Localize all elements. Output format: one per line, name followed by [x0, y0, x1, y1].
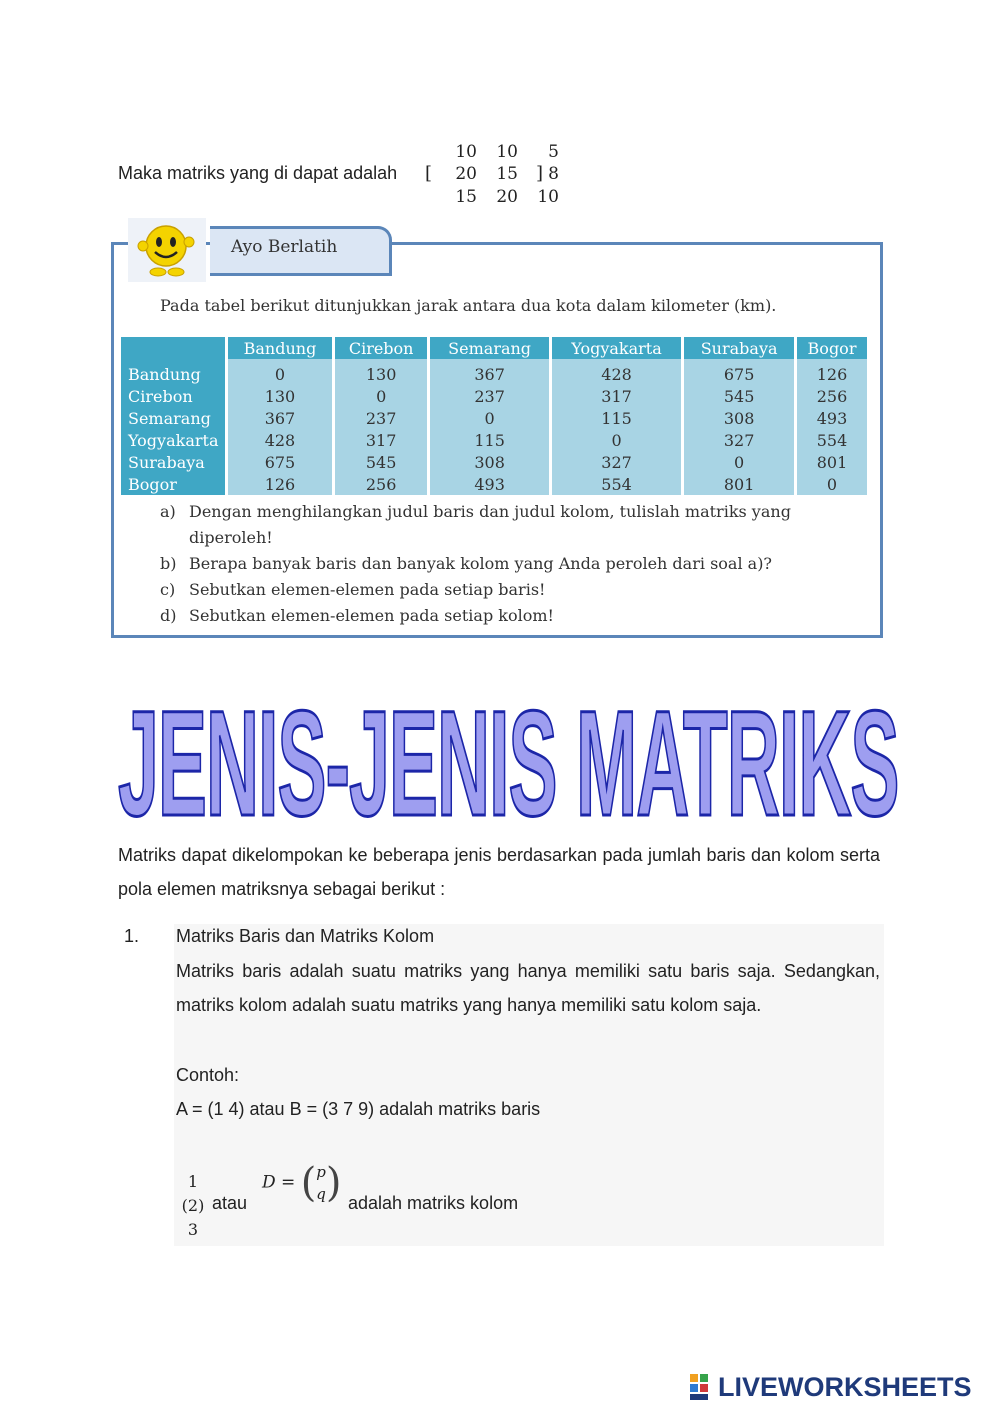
table-cell: 0 [552, 429, 681, 451]
question-a: a) Dengan menghilangkan judul baris dan judul kolom, tulislah matriks yang [160, 502, 791, 521]
example-col-suffix: adalah matriks kolom [348, 1193, 519, 1213]
table-cell: 0 [228, 363, 332, 385]
matrix-row-2: 20 15 8 [455, 164, 559, 184]
table-row [121, 363, 867, 385]
atau-text: atau [212, 1193, 248, 1213]
matrix-open-bracket: [ [425, 163, 433, 184]
table-cell: 675 [684, 363, 794, 385]
section-gutter [140, 954, 174, 1246]
page-title: JENIS-JENIS MATRIKS [118, 679, 899, 847]
question-b: b) Berapa banyak baris dan banyak kolom yang Anda peroleh dari soal a)? [160, 554, 773, 573]
table-cell: 256 [797, 385, 867, 407]
table-row-header: Bandung [121, 363, 225, 385]
table-row [121, 473, 867, 495]
table-row [121, 451, 867, 473]
table-cell: 327 [684, 429, 794, 451]
table-cell: 130 [228, 385, 332, 407]
matrix-d-expression: D = (p q) [262, 1160, 342, 1206]
table-row-header: Yogyakarta [121, 429, 225, 451]
table-cell: 0 [430, 407, 548, 429]
table-cell: 130 [335, 363, 427, 385]
column-vector: 1 (2) 3 [181, 1172, 205, 1239]
example-label: Contoh: [176, 1065, 240, 1085]
table-cell: 327 [552, 451, 681, 473]
table-cell: 675 [228, 451, 332, 473]
table-cell: 0 [684, 451, 794, 473]
exercise-intro: Pada tabel berikut ditunjukkan jarak antara dua kota dalam kilometer (km). [160, 296, 777, 315]
table-cell: 545 [335, 451, 427, 473]
table-row-header: Bogor [121, 473, 225, 495]
liveworksheets-logo: LIVEWORKSHEETS [718, 1372, 972, 1402]
question-c: c) Sebutkan elemen-elemen pada setiap baris! [160, 580, 546, 599]
exercise-header: Ayo Berlatih [231, 237, 338, 257]
table-cell: 115 [552, 407, 681, 429]
table-header-row [121, 337, 867, 359]
table-cell: 237 [335, 407, 427, 429]
smiley-icon [128, 218, 206, 282]
question-a-line2: diperoleh! [189, 528, 273, 547]
table-row-header: Semarang [121, 407, 225, 429]
table-cell: 554 [797, 429, 867, 451]
table-row-header: Surabaya [121, 451, 225, 473]
distance-table [118, 337, 870, 495]
table-col-header: Cirebon [335, 337, 427, 359]
table-cell: 256 [335, 473, 427, 495]
table-col-header: Yogyakarta [552, 337, 681, 359]
table-cell: 308 [684, 407, 794, 429]
table-cell: 126 [797, 363, 867, 385]
table-cell: 367 [430, 363, 548, 385]
table-cell: 554 [552, 473, 681, 495]
table-cell: 317 [552, 385, 681, 407]
table-cell: 126 [228, 473, 332, 495]
liveworksheets-icon [690, 1374, 718, 1400]
table-cell: 0 [335, 385, 427, 407]
table-cell: 493 [430, 473, 548, 495]
matrix-intro-label: Maka matriks yang di dapat adalah [118, 163, 398, 183]
table-cell: 308 [430, 451, 548, 473]
table-cell: 317 [335, 429, 427, 451]
section-number: 1. [124, 926, 140, 946]
table-col-header: Bandung [228, 337, 332, 359]
table-cell: 0 [797, 473, 867, 495]
table-col-header: Surabaya [684, 337, 794, 359]
matrix-row-3: 15 20 10 [455, 187, 559, 207]
table-cell: 237 [430, 385, 548, 407]
table-col-header: Semarang [430, 337, 548, 359]
table-row [121, 385, 867, 407]
table-cell: 545 [684, 385, 794, 407]
table-row-header: Cirebon [121, 385, 225, 407]
table-cell: 428 [228, 429, 332, 451]
section-body: Matriks baris adalah suatu matriks yang hanya memiliki satu baris saja. Sedangkan, matriks kolom adalah suatu matriks yang hanya memiliki satu kolom saja. [176, 961, 880, 1015]
table-cell: 428 [552, 363, 681, 385]
intro-paragraph: Matriks dapat dikelompokan ke beberapa jenis berdasarkan pada jumlah baris dan kolom serta pola elemen matriksnya sebagai berikut : [118, 845, 880, 899]
table-corner [121, 337, 225, 359]
matrix-row-1: 10 10 5 [455, 142, 559, 162]
matrix-close-bracket: ] [536, 163, 544, 184]
table-cell: 367 [228, 407, 332, 429]
table-cell: 115 [430, 429, 548, 451]
table-row [121, 407, 867, 429]
table-cell: 801 [797, 451, 867, 473]
question-d: d) Sebutkan elemen-elemen pada setiap kolom! [160, 606, 554, 625]
example-row-matrix: A = (1 4) atau B = (3 7 9) adalah matriks baris [176, 1099, 541, 1119]
table-row [121, 429, 867, 451]
table-cell: 493 [797, 407, 867, 429]
table-cell: 801 [684, 473, 794, 495]
section-title: Matriks Baris dan Matriks Kolom [176, 926, 435, 946]
table-col-header: Bogor [797, 337, 867, 359]
